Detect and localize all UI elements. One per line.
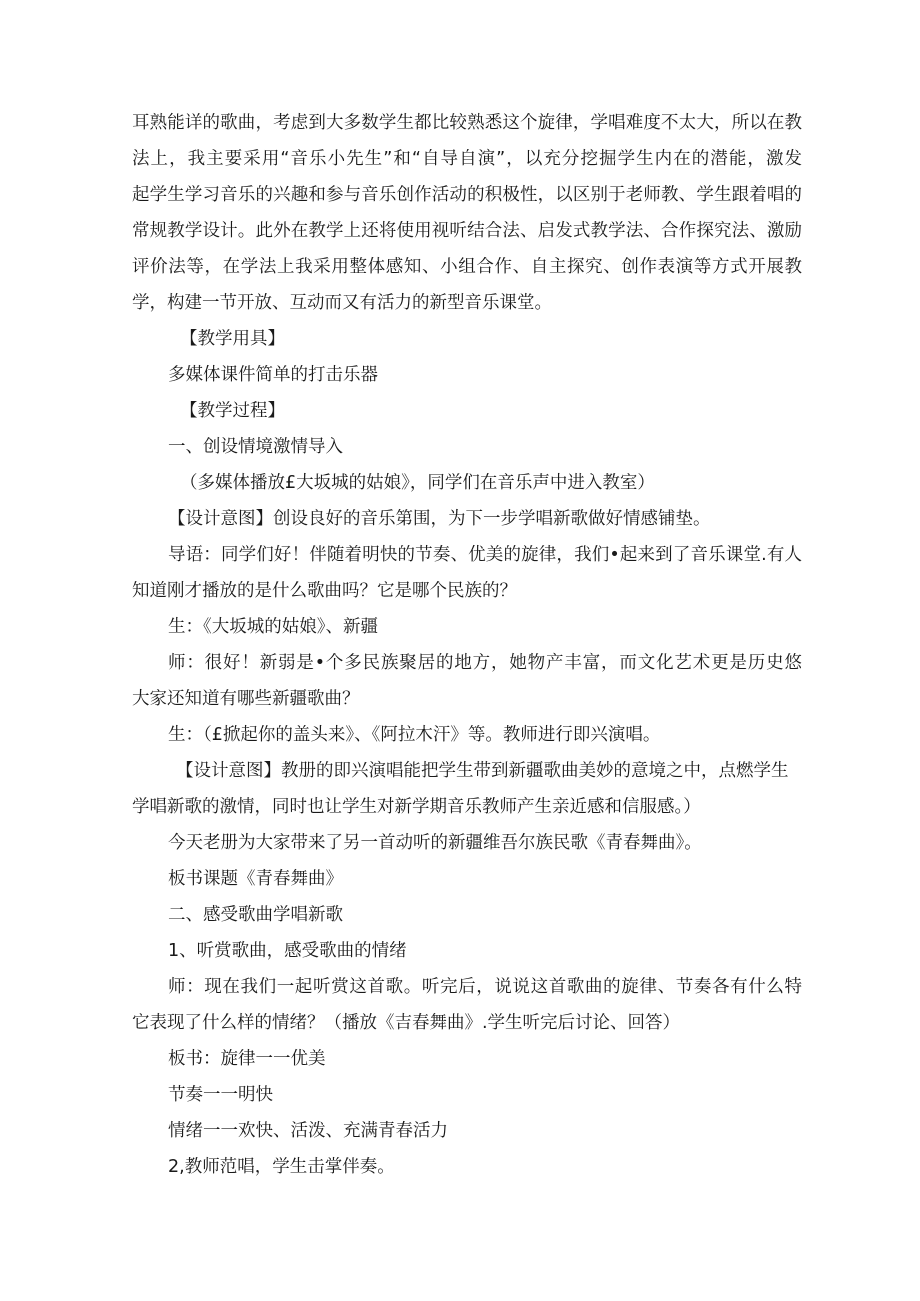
step-1: 1、听赏歌曲，感受歌曲的情绪	[168, 941, 407, 961]
board-title: 板书课题《青春舞曲》	[168, 869, 343, 889]
board-line-3: 情绪一一欢快、活泼、充满青春活力	[168, 1121, 448, 1141]
board-line-1: 板书：旋律一一优美	[168, 1049, 326, 1069]
design-intent-2-line: 【设计意图】教册的即兴演唱能把学生带到新疆歌曲美妙的意境之中，点燃学生	[176, 761, 789, 781]
design-intent-1: 【设计意图】创设良好的音乐第围，为下一步学唱新歌做好情感铺垫。	[168, 509, 711, 529]
design-intent-2-line: 学唱新歌的激情，同时也让学生对新学期音乐教师产生亲近感和信服感。）	[132, 797, 701, 817]
tools-section	[132, 321, 802, 537]
teacher-2-line: 师：现在我们一起听赏这首歌。听完后，说说这首歌曲的旋律、节奏各有什么特	[168, 977, 802, 997]
intro-line: 起学生学习音乐的兴趣和参与音乐创作活动的积极性，以区别于老师教、学生跟着唱的	[132, 185, 802, 205]
intro-line: 耳熟能详的歌曲，考虑到大多数学生都比较熟悉这个旋律，学唱难度不太大，所以在教	[132, 113, 802, 133]
intro-paragraph	[132, 105, 802, 321]
board-line-2: 节奏一一明快	[168, 1085, 273, 1105]
tools-text: 多媒体课件简单的打击乐器	[168, 365, 378, 385]
intro-line: 学，构建一节开放、互动而又有活力的新型音乐课堂。	[132, 293, 552, 313]
today-text: 今天老册为大家带来了另一首动听的新疆维吾尔族民歌《青春舞曲》。	[168, 833, 702, 853]
teacher-1-line: 大家还知道有哪些新疆歌曲？	[132, 689, 360, 709]
teacher-2-line: 它表现了什么样的情绪？（播放《吉春舞曲》.学生听完后讨论、回答）	[132, 1013, 681, 1033]
guide-line: 导语：同学们好！伴随着明快的节奏、优美的旋律，我们•起来到了音乐课堂.有人	[168, 545, 802, 565]
heading-tools: 【教学用具】	[180, 329, 285, 349]
intro-line: 常规教学设计。此外在教学上还将使用视听结合法、启发式教学法、合作探究法、激励	[132, 221, 802, 241]
heading-process: 【教学过程】	[180, 401, 285, 421]
intro-line: 法上，我主要采用“音乐小先生”和“自导自演”，以充分挖掘学生内在的潜能，激发	[132, 149, 802, 169]
section-1-title: 一、创设情境激情导入	[168, 437, 343, 457]
intro-line: 评价法等，在学法上我采用整体感知、小组合作、自主探究、创作表演等方式开展教	[132, 257, 802, 277]
student-2: 生：（£掀起你的盖头来》、《阿拉木汗》等。教师进行即兴演唱。	[168, 725, 661, 745]
guide-paragraph	[132, 537, 802, 1185]
step-2: 2,教师范唱，学生击掌伴奏。	[168, 1157, 395, 1177]
section-2-title: 二、感受歌曲学唱新歌	[168, 905, 343, 925]
section-1-note: （多媒体播放£大坂城的姑娘》，同学们在音乐声中进入教室）	[180, 473, 655, 493]
student-1: 生：《大坂城的姑娘》、新疆	[168, 617, 378, 637]
teacher-1-line: 师：很好！新弱是•个多民族聚居的地方，她物产丰富，而文化艺术更是历史悠	[168, 653, 802, 673]
guide-line: 知道刚才播放的是什么歌曲吗？它是哪个民族的？	[132, 581, 517, 601]
